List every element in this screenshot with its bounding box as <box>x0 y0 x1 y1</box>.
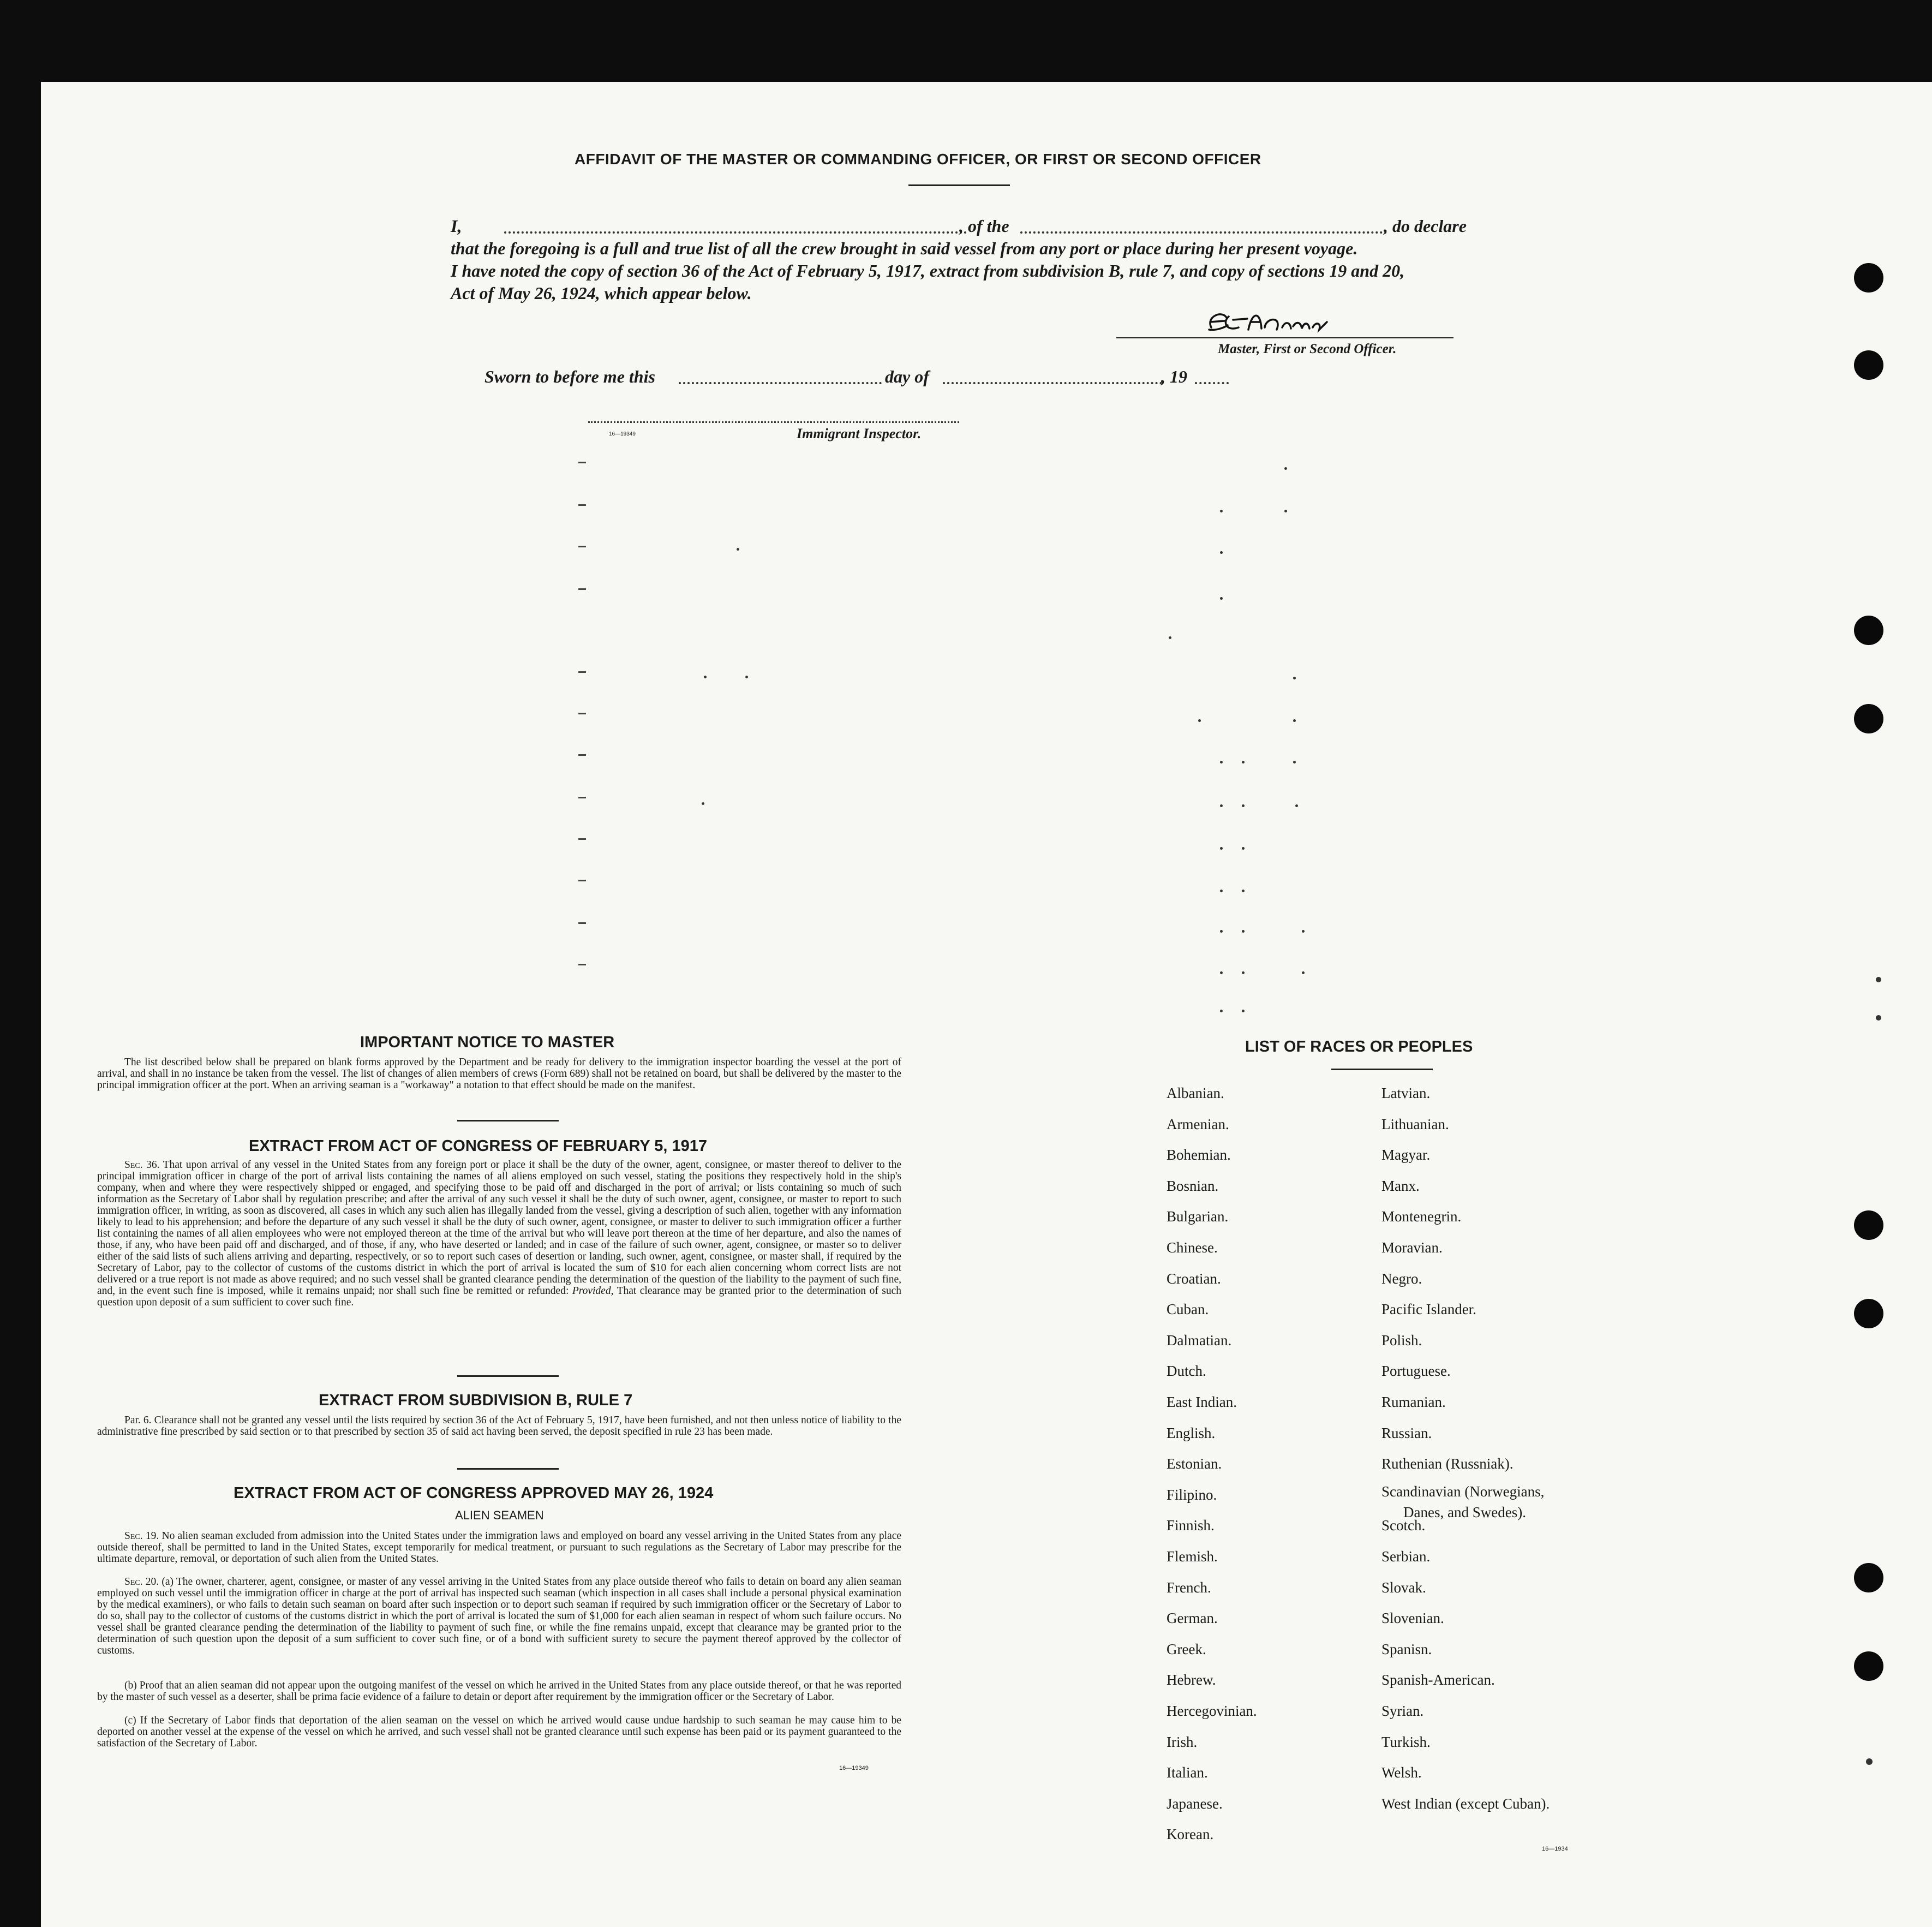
edge-mark <box>1866 1758 1873 1765</box>
speck <box>1242 971 1245 974</box>
speck <box>745 676 748 678</box>
race-item: Spanish-American. <box>1381 1672 1495 1689</box>
race-item: Japanese. <box>1167 1795 1223 1812</box>
speck <box>1284 510 1287 512</box>
race-item: Scotch. <box>1381 1517 1426 1534</box>
sworn-year-prefix: , 19 <box>1161 367 1187 386</box>
speck <box>1242 890 1245 892</box>
speck <box>1220 890 1223 892</box>
margin-dash <box>578 797 586 798</box>
extract-1917-text <box>97 1159 901 1308</box>
race-item: Magyar. <box>1381 1147 1431 1164</box>
speck <box>1220 761 1223 763</box>
race-item: Syrian. <box>1381 1703 1424 1719</box>
race-item: Chinese. <box>1167 1239 1218 1256</box>
speck <box>1220 971 1223 974</box>
speck <box>1293 761 1296 763</box>
sec-19-text <box>97 1530 901 1565</box>
speck <box>1169 636 1171 639</box>
race-item: Slovak. <box>1381 1579 1426 1596</box>
margin-dash <box>578 838 586 840</box>
race-item: Montenegrin. <box>1381 1208 1462 1225</box>
race-item: French. <box>1167 1579 1211 1596</box>
inspector-label: Immigrant Inspector. <box>797 426 922 442</box>
race-item: Korean. <box>1167 1826 1214 1843</box>
race-item: Greek. <box>1167 1640 1206 1657</box>
margin-dash <box>578 546 586 547</box>
speck <box>1220 597 1223 600</box>
affidavit-line-2: that the foregoing is a full and true list of all the crew brought in said vessel from any port or place during her present voyage. <box>451 238 1358 258</box>
race-item: Polish. <box>1381 1332 1422 1349</box>
speck <box>1242 804 1245 807</box>
sec-20b-text: (b) Proof that an alien seaman did not appear upon the outgoing manifest of the vessel on which he arrived in the United States from any place outside thereof, or that he was reported by the master of such vessel as a deserter, shall be prima facie evidence of a failure to detain or deport after requirement by the immigration officer or the Secretary of Labor. <box>97 1680 901 1703</box>
speck <box>1242 1010 1245 1012</box>
speck <box>1242 930 1245 933</box>
speck <box>737 548 739 551</box>
sec-20-label: Sec. 20. <box>124 1576 159 1588</box>
race-item: Ruthenian (Russniak). <box>1381 1455 1514 1472</box>
inspector-signature-blank <box>588 421 959 423</box>
race-item: Turkish. <box>1381 1733 1431 1750</box>
race-item: Lithuanian. <box>1381 1115 1449 1132</box>
race-item: English. <box>1167 1424 1216 1441</box>
punch-hole <box>1854 616 1883 645</box>
race-item: Estonian. <box>1167 1455 1222 1472</box>
punch-hole <box>1854 704 1883 733</box>
race-item: Cuban. <box>1167 1301 1209 1318</box>
vessel-name-blank <box>1020 231 1387 234</box>
race-item: Spanisn. <box>1381 1640 1432 1657</box>
notice-text: The list described below shall be prepared on blank forms approved by the Department and be ready for delivery to the immigration inspector boarding the vessel at the port of arrival, and shall in no instance be taken from the vessel. The list of changes of alien members of crews (Form 689) shall not be retained on board, but shall be delivered by the master to the principal immigration officer at the port. When an arriving seaman is a "workaway" a notation to that effect should be made on the manifest. <box>97 1057 901 1091</box>
race-item: Bohemian. <box>1167 1147 1231 1164</box>
punch-hole <box>1854 350 1883 380</box>
race-item: Manx. <box>1381 1177 1420 1194</box>
margin-dash <box>578 713 586 714</box>
margin-dash <box>578 964 586 965</box>
signer-label: Master, First or Second Officer. <box>1218 342 1397 356</box>
race-item: Bulgarian. <box>1167 1208 1229 1225</box>
race-item: Italian. <box>1167 1764 1208 1781</box>
race-item: Rumanian. <box>1381 1394 1446 1410</box>
race-item: Portuguese. <box>1381 1363 1451 1380</box>
speck <box>1302 930 1305 933</box>
margin-dash <box>578 462 586 463</box>
form-number-top: 16—19349 <box>609 431 636 437</box>
affidavit-line-4: Act of May 26, 1924, which appear below. <box>451 283 752 303</box>
punch-hole <box>1854 1651 1883 1681</box>
punch-hole <box>1854 263 1883 293</box>
speck <box>1220 510 1223 512</box>
margin-dash <box>578 754 586 756</box>
vessel-prefix: , of the <box>959 216 1009 236</box>
race-item: Scandinavian (Norwegians, <box>1381 1483 1545 1500</box>
punch-hole <box>1854 1210 1883 1240</box>
race-item: Hebrew. <box>1167 1672 1216 1689</box>
race-item: Pacific Islander. <box>1381 1301 1476 1318</box>
sworn-prefix: Sworn to before me this <box>485 367 655 386</box>
speck <box>1220 930 1223 933</box>
sec-19-label: Sec. 19. <box>124 1530 159 1542</box>
race-item: Finnish. <box>1167 1517 1215 1534</box>
races-rule <box>1331 1069 1433 1070</box>
alien-seamen-subtitle: ALIEN SEAMEN <box>455 1508 544 1522</box>
form-number-bottom: 16—19349 <box>839 1765 869 1771</box>
margin-dash <box>578 922 586 924</box>
edge-mark <box>1876 1015 1881 1021</box>
rule-7-text: Par. 6. Clearance shall not be granted any vessel until the lists required by section 36 of the Act of February 5, 1917, have been furnished, and not then unless notice of liability to the administrative fine prescribed by said section or to that prescribed by section 35 of said act having been served, the deposit specified in rule 23 has been made. <box>97 1415 901 1437</box>
notice-title: IMPORTANT NOTICE TO MASTER <box>360 1034 615 1051</box>
race-item: Negro. <box>1381 1270 1422 1287</box>
speck <box>1293 677 1296 679</box>
speck <box>702 802 704 805</box>
race-item: Dalmatian. <box>1167 1332 1232 1349</box>
sworn-month-blank <box>943 382 1162 384</box>
proviso-label: Provided, <box>572 1285 614 1297</box>
punch-hole <box>1854 1563 1883 1592</box>
race-item: West Indian (except Cuban). <box>1381 1795 1550 1812</box>
sec-20a-body: (a) The owner, charterer, agent, consignee, or master of any vessel arriving in the United States from any place outside thereof who fails to detain on board any alien seaman employed on such vessel until the immigration officer in charge at the port of arrival has inspected such seaman (which inspection in all cases shall include a personal physical examination by the medical examiners), or who fails to detain such seaman on board after such inspection or to deport such seaman if required by such immigration officer or the Secretary of Labor to do so, shall pay to the collector of customs of the customs district in which the port of arrival is located the sum of $1,000 for each alien seaman in respect of whom such failure occurs. No vessel shall be granted clearance pending the determination of the liability to payment of such fine, or while the fine remains unpaid, except that clearance may be granted prior to the determination of such question upon the deposit of a sum sufficient to cover such fine, or of a bond with sufficient surety to secure the payment thereof approved by the collector of customs. <box>97 1576 902 1656</box>
race-item: Russian. <box>1381 1424 1432 1441</box>
declarant-prefix: I, <box>451 216 462 236</box>
sworn-year-blank <box>1195 382 1229 384</box>
race-item: Armenian. <box>1167 1115 1229 1132</box>
rule-7-title: EXTRACT FROM SUBDIVISION B, RULE 7 <box>319 1392 633 1409</box>
race-item: Welsh. <box>1381 1764 1422 1781</box>
race-item: Dutch. <box>1167 1363 1206 1380</box>
notice-rule <box>457 1120 559 1121</box>
speck <box>704 676 707 678</box>
extract-1917-title: EXTRACT FROM ACT OF CONGRESS OF FEBRUARY 5, 1917 <box>249 1137 708 1155</box>
race-item: Flemish. <box>1167 1548 1218 1565</box>
sec-19-body: No alien seaman excluded from admission into the United States under the immigration laws and employed on board any vessel arriving in the United States from any place outside thereof, shall be permitted to land in the United States, except temporarily for medical treatment, or pursuant to such regulations as the Secretary of Labor may prescribe for the ultimate departure, removal, or deportation of such alien from the United States. <box>97 1530 902 1565</box>
speck <box>1220 804 1223 807</box>
race-item: Irish. <box>1167 1733 1198 1750</box>
sec-20a-text <box>97 1576 901 1656</box>
margin-dash <box>578 671 586 673</box>
officer-signature <box>1200 306 1375 338</box>
declare-suffix: , do declare <box>1384 216 1467 236</box>
race-item: Latvian. <box>1381 1085 1431 1101</box>
extract-1924-title: EXTRACT FROM ACT OF CONGRESS APPROVED MAY 26, 1924 <box>234 1484 714 1502</box>
speck <box>1198 719 1201 722</box>
margin-dash <box>578 504 586 506</box>
sec-36-body: That upon arrival of any vessel in the United States from any foreign port or place it shall be the duty of the owner, agent, consignee, or master thereof to deliver to the principal immigration officer in charge of the port of arrival lists containing the names of all aliens employed on such vessel, stating the positions they respectively hold in the ship's company, when and where they were respectively shipped or engaged, and specifying those to be paid off and discharged in the port of arrival; or lists containing so much of such information as the Secretary of Labor shall by regulation prescribe; and after the arrival of any such vessel it shall be the duty of such owner, agent, consignee, or master to report to such immigration officer, in writing, as soon as discovered, all cases in which any such alien has illegally landed from the vessel, giving a description of such alien, together with any information likely to lead to his apprehension; and before the departure of any such vessel it shall be the duty of such owner, agent, consignee, or master to deliver to such immigration officer a further list containing the names of all alien employees who were not employed thereon at the time of the arrival but who will leave port thereon at the time of her departure, and also the names of those, if any, who have been paid off and discharged, and of those, if any, who have deserted or landed; and in case of the failure of such owner, agent, consignee, or master so to deliver either of the said lists of such aliens arriving and departing, respectively, or so to report such cases of desertion or landing, such owner, agent, consignee, or master shall, if required by the Secretary of Labor, pay to the collector of customs of the customs district in which the port of arrival is located the sum of $10 for each alien concerning whom correct lists are not delivered or a true report is not made as above required; and no such vessel shall be granted clearance pending the determination of the question of the liability to the payment of such fine, and, in the event such fine is imposed, while it remains unpaid; nor shall such fine be remitted or refunded: <box>97 1159 901 1297</box>
race-item: Filipino. <box>1167 1486 1217 1503</box>
race-item: East Indian. <box>1167 1394 1237 1410</box>
proviso-body: That clearance may be granted prior to the determination of such question upon deposit of a sum sufficient to cover such fine. <box>97 1285 902 1308</box>
affidavit-title: AFFIDAVIT OF THE MASTER OR COMMANDING OFFICER, OR FIRST OR SECOND OFFICER <box>575 151 1261 168</box>
margin-dash <box>578 588 586 590</box>
speck <box>1295 804 1298 807</box>
sec-20c-text: (c) If the Secretary of Labor finds that deportation of the alien seaman on the vessel on which he arrived would cause undue hardship to such seaman he may cause him to be deported on another vessel at the expense of the vessel on which he arrived, and such vessel shall not be granted clearance until such expense has been paid or its payment guaranteed to the satisfaction of the Secretary of Labor. <box>97 1715 901 1749</box>
speck <box>1284 467 1287 470</box>
speck <box>1302 971 1305 974</box>
edge-mark <box>1876 977 1881 982</box>
sworn-day-blank <box>679 382 882 384</box>
races-title: LIST OF RACES OR PEOPLES <box>1245 1038 1473 1055</box>
races-form-number: 16—1934 <box>1542 1846 1568 1852</box>
speck <box>1220 1010 1223 1012</box>
speck <box>1220 551 1223 554</box>
sworn-day-of: day of <box>885 367 929 386</box>
speck <box>1220 847 1223 850</box>
speck <box>1242 761 1245 763</box>
race-item: Danes, and Swedes). <box>1403 1504 1526 1520</box>
speck <box>1293 719 1296 722</box>
race-item: Hercegovinian. <box>1167 1703 1257 1719</box>
margin-dash <box>578 880 586 881</box>
speck <box>1242 847 1245 850</box>
extract-1917-rule <box>457 1375 559 1377</box>
signature-rule <box>1116 337 1454 338</box>
punch-hole <box>1854 1299 1883 1328</box>
affidavit-line-3: I have noted the copy of section 36 of the Act of February 5, 1917, extract from subdivision B, rule 7, and copy of sections 19 and 20, <box>451 261 1405 281</box>
race-item: Croatian. <box>1167 1270 1221 1287</box>
rule-7-rule <box>457 1468 559 1470</box>
race-item: German. <box>1167 1610 1218 1627</box>
title-rule <box>908 184 1010 186</box>
declarant-name-blank <box>504 231 967 234</box>
race-item: Moravian. <box>1381 1239 1443 1256</box>
race-item: Slovenian. <box>1381 1610 1444 1627</box>
race-item: Bosnian. <box>1167 1177 1219 1194</box>
race-item: Albanian. <box>1167 1085 1224 1101</box>
sec-36-label: Sec. 36. <box>124 1159 160 1171</box>
race-item: Serbian. <box>1381 1548 1431 1565</box>
